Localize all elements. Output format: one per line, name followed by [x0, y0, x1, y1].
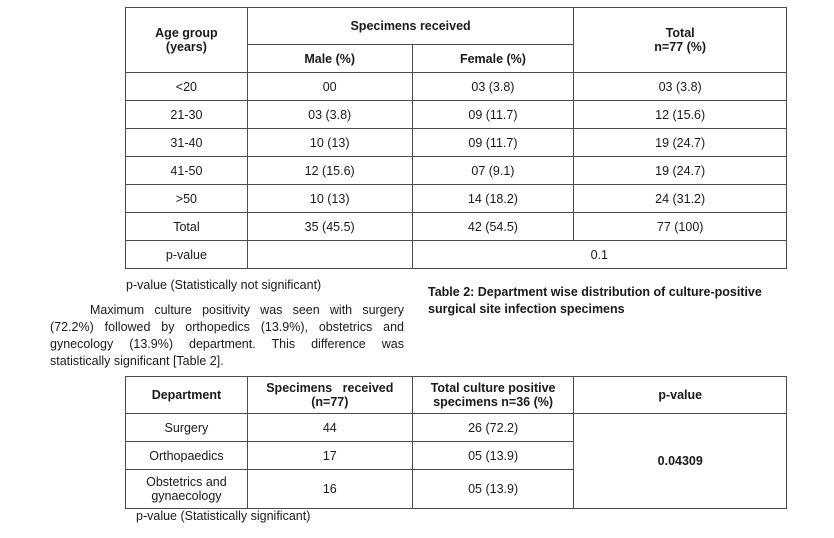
table2-footnote: p-value (Statistically significant) [136, 509, 311, 523]
total-culture-n-label: specimens n=36 (%) [433, 395, 554, 409]
department-cell: Orthopaedics [126, 442, 248, 470]
male-cell: 03 (3.8) [247, 101, 412, 129]
table1-footnote: p-value (Statistically not significant) [126, 278, 322, 292]
positive-cell: 05 (13.9) [412, 442, 574, 470]
specimens-n-label: (n=77) [311, 395, 349, 409]
female-cell: 09 (11.7) [412, 129, 574, 157]
specimens-received-label: Specimens received [266, 381, 394, 395]
specimens-received-header: Specimens received [247, 8, 574, 45]
pvalue-row [126, 241, 787, 269]
positive-cell: 26 (72.2) [412, 414, 574, 442]
age-cell: <20 [126, 73, 248, 101]
specimens-received-header [247, 377, 412, 414]
female-cell: 14 (18.2) [412, 185, 574, 213]
female-cell: 09 (11.7) [412, 101, 574, 129]
age-distribution-table [125, 7, 787, 269]
age-cell: 41-50 [126, 157, 248, 185]
total-culture-header [412, 377, 574, 414]
total-n-label: n=77 (%) [654, 40, 707, 54]
received-cell: 17 [247, 442, 412, 470]
female-cell: 07 (9.1) [412, 157, 574, 185]
age-cell: >50 [126, 185, 248, 213]
male-cell: 35 (45.5) [247, 213, 412, 241]
total-cell: 03 (3.8) [574, 73, 787, 101]
table-row [126, 157, 787, 185]
table-row [126, 213, 787, 241]
male-cell: 10 (13) [247, 129, 412, 157]
total-cell: 19 (24.7) [574, 157, 787, 185]
department-line2: gynaecology [151, 489, 222, 503]
age-cell: Total [126, 213, 248, 241]
department-cell: Surgery [126, 414, 248, 442]
received-cell: 44 [247, 414, 412, 442]
pvalue-header: p-value [574, 377, 787, 414]
male-cell: 12 (15.6) [247, 157, 412, 185]
total-cell: 77 (100) [574, 213, 787, 241]
positive-cell: 05 (13.9) [412, 470, 574, 509]
table-row [126, 73, 787, 101]
male-cell: 00 [247, 73, 412, 101]
total-label: Total [665, 26, 695, 40]
empty-cell [247, 241, 412, 269]
female-cell: 03 (3.8) [412, 73, 574, 101]
years-label: (years) [165, 40, 207, 54]
age-group-header [126, 8, 248, 73]
body-paragraph: Maximum culture positivity was seen with surgery (72.2%) followed by orthopedics (13.9%), obstetrics and gynecology (13.9%) department. This difference was statistically significant [Table 2]. [50, 303, 404, 368]
female-header: Female (%) [412, 45, 574, 73]
total-header [574, 8, 787, 73]
department-line1: Obstetrics and [146, 475, 227, 489]
department-header: Department [126, 377, 248, 414]
table-row [126, 101, 787, 129]
age-group-label: Age group [155, 26, 218, 40]
male-cell: 10 (13) [247, 185, 412, 213]
pvalue-cell: 0.1 [412, 241, 786, 269]
total-culture-label: Total culture positive [430, 381, 556, 395]
female-cell: 42 (54.5) [412, 213, 574, 241]
total-cell: 19 (24.7) [574, 129, 787, 157]
pvalue-cell: 0.04309 [574, 414, 787, 509]
pvalue-label-cell: p-value [126, 241, 248, 269]
department-distribution-table [125, 376, 787, 509]
table-row [126, 414, 787, 442]
department-cell [126, 470, 248, 509]
age-cell: 31-40 [126, 129, 248, 157]
received-cell: 16 [247, 470, 412, 509]
table-row [126, 129, 787, 157]
total-cell: 24 (31.2) [574, 185, 787, 213]
male-header: Male (%) [247, 45, 412, 73]
total-cell: 12 (15.6) [574, 101, 787, 129]
table2-caption: Table 2: Department wise distribution of culture-positive surgical site infection specimens [428, 285, 762, 316]
table-row [126, 185, 787, 213]
age-cell: 21-30 [126, 101, 248, 129]
